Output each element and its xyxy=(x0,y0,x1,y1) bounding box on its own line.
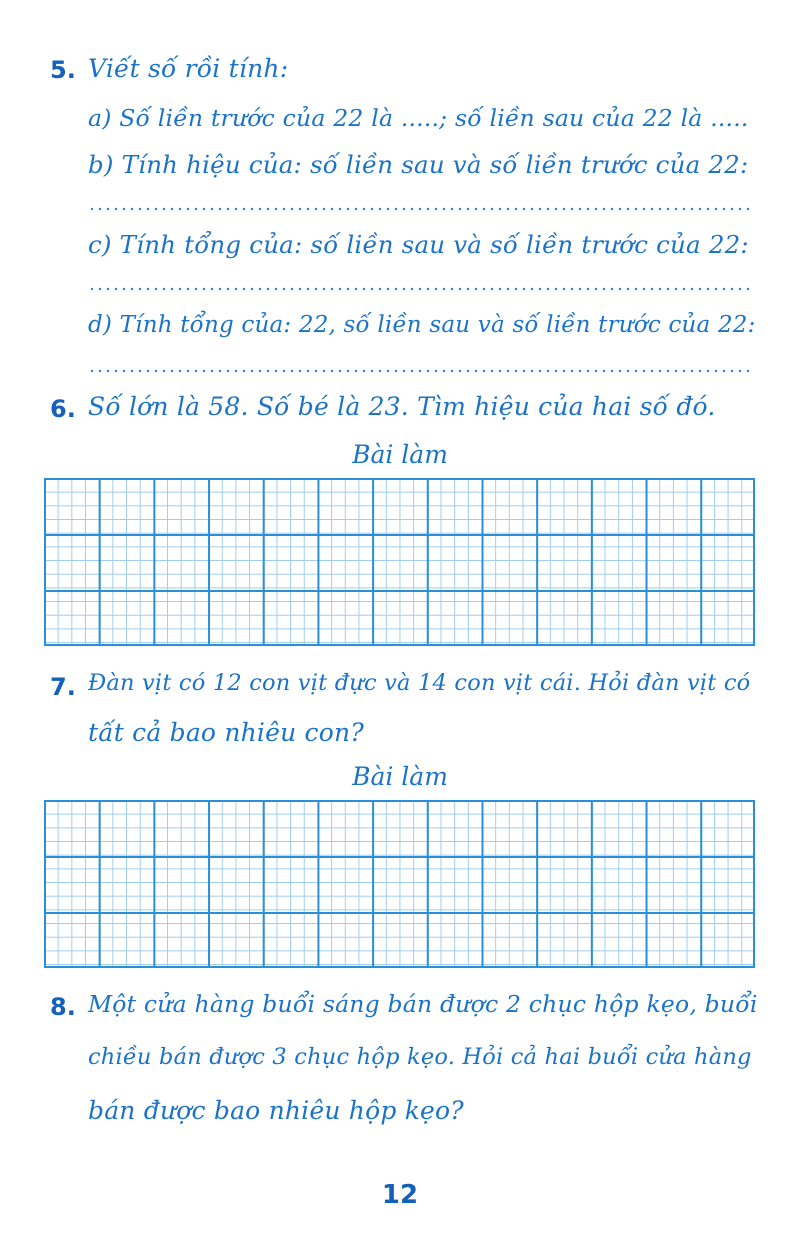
exercise-6-number: 6. xyxy=(50,395,76,423)
exercise-6-heading: Bài làm xyxy=(352,440,448,469)
exercise-8-number: 8. xyxy=(50,993,76,1021)
exercise-5b-answer-line[interactable] xyxy=(88,207,750,211)
exercise-6-answer-grid[interactable] xyxy=(44,478,755,646)
exercise-5-title: Viết số rồi tính: xyxy=(88,54,289,83)
exercise-5c-answer-line[interactable] xyxy=(88,287,750,291)
exercise-5d-text: d) Tính tổng của: 22, số liền sau và số liền trước của 22: xyxy=(88,312,756,338)
exercise-8-line-2: chiều bán được 3 chục hộp kẹo. Hỏi cả hai buổi cửa hàng xyxy=(88,1044,752,1070)
page-number: 12 xyxy=(381,1180,419,1210)
exercise-7-line-1: Đàn vịt có 12 con vịt đực và 14 con vịt cái. Hỏi đàn vịt có xyxy=(88,670,751,696)
exercise-8-line-1: Một cửa hàng buổi sáng bán được 2 chục hộp kẹo, buổi xyxy=(88,990,758,1018)
exercise-5d-answer-line[interactable] xyxy=(88,369,750,373)
exercise-5-number: 5. xyxy=(50,56,76,84)
exercise-7-line-2: tất cả bao nhiêu con? xyxy=(88,718,364,747)
exercise-6-text: Số lớn là 58. Số bé là 23. Tìm hiệu của hai số đó. xyxy=(88,392,716,421)
exercise-5b-text: b) Tính hiệu của: số liền sau và số liền trước của 22: xyxy=(88,150,749,179)
exercise-5c-text: c) Tính tổng của: số liền sau và số liền trước của 22: xyxy=(88,230,749,259)
exercise-7-heading: Bài làm xyxy=(352,762,448,791)
exercise-7-number: 7. xyxy=(50,673,76,701)
exercise-5a-text: a) Số liền trước của 22 là .....; số liền sau của 22 là ..... xyxy=(88,104,749,132)
exercise-7-answer-grid[interactable] xyxy=(44,800,755,968)
exercise-8-line-3: bán được bao nhiêu hộp kẹo? xyxy=(88,1096,464,1125)
